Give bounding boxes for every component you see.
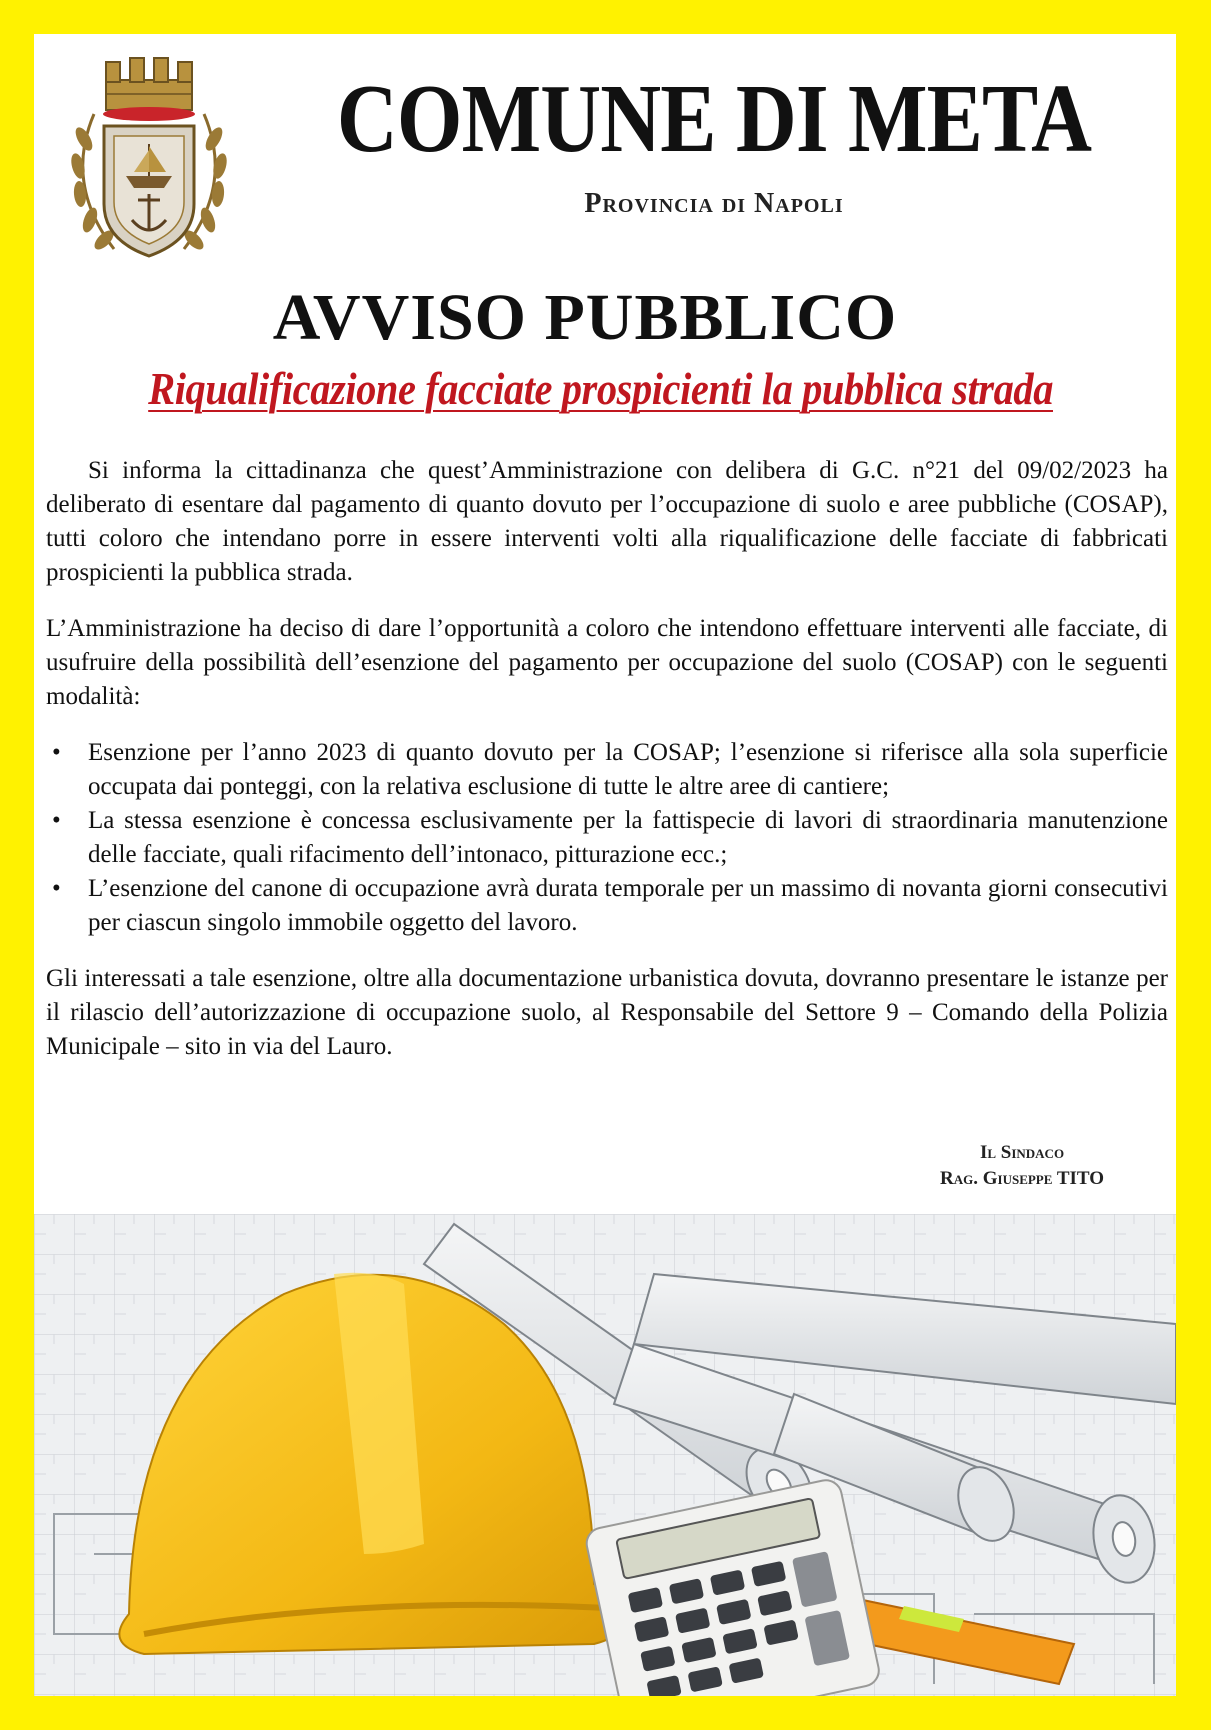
list-item: • L’esenzione del canone di occupazione avrà durata temporale per un massimo di novanta giorni consecutivi per ciascun singolo immobile oggetto del lavoro.	[88, 872, 1168, 940]
page-subtitle: Provincia di Napoli	[584, 188, 844, 219]
signature-block	[940, 1140, 1104, 1192]
coat-of-arms-icon	[54, 44, 244, 264]
bullet-icon: •	[52, 875, 61, 902]
conditions-list	[46, 736, 1168, 940]
bullet-icon: •	[52, 807, 61, 834]
signature-role: Il Sindaco	[979, 1142, 1065, 1163]
notice-body	[46, 454, 1168, 1086]
notice-heading: AVVISO PUBBLICO	[272, 281, 898, 354]
bullet-icon: •	[52, 739, 61, 766]
signature-name: Rag. Giuseppe TITO	[940, 1168, 1104, 1189]
list-item: • La stessa esenzione è concessa esclusivamente per la fattispecie di lavori di straordinaria manutenzione delle facciate, quali rifacimento dell’intonaco, pitturazione ecc.;	[88, 804, 1168, 872]
paragraph-intro: Si informa la cittadinanza che quest’Amministrazione con delibera di G.C. n°21 del 09/02/2023 ha deliberato di esentare dal pagamento di quanto dovuto per l’occupazione di suolo e aree pubbliche (COSAP), tutti coloro che intendano porre in essere interventi volti alla riqualificazione delle facciate di fabbricati prospicienti la pubblica strada.	[46, 457, 1168, 586]
paragraph-decision: L’Amministrazione ha deciso di dare l’opportunità a coloro che intendono effettuare interventi alle facciate, di usufruire della possibilità dell’esenzione del pagamento per occupazione del suolo (COSAP) con le seguenti modalità:	[46, 615, 1168, 710]
construction-photo	[34, 1214, 1176, 1696]
notice-subject: Riqualificazione facciate prospicienti la pubblica strada	[148, 363, 1054, 414]
paragraph-instructions: Gli interessati a tale esenzione, oltre alla documentazione urbanistica dovuta, dovranno presentare le istanze per il rilascio dell’autorizzazione di occupazione suolo, al Responsabile del Settore 9 – Comando della Polizia Municipale – sito in via del Lauro.	[46, 965, 1168, 1060]
list-item: • Esenzione per l’anno 2023 di quanto dovuto per la COSAP; l’esenzione si riferisce alla sola superficie occupata dai ponteggi, con la relativa esclusione di tutte le altre aree di cantiere;	[88, 736, 1168, 804]
page-title: COMUNE DI META	[336, 65, 1092, 173]
poster-sheet	[34, 34, 1176, 1696]
